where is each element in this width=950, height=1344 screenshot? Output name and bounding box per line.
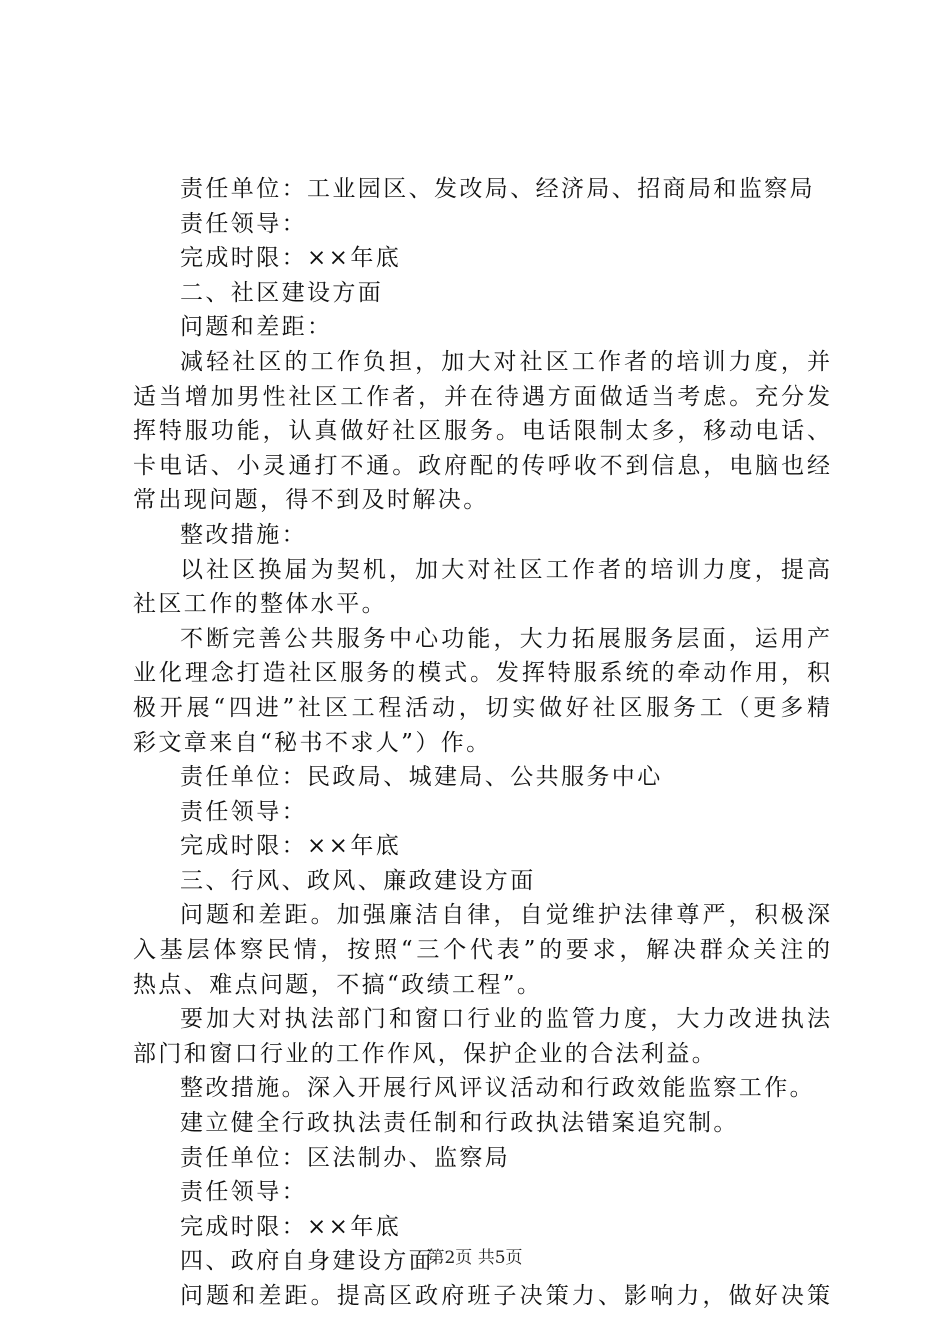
page-footer: 第2页 共5页 [427,1248,523,1268]
text-line: 责任单位：区法制办、监察局 [180,1144,511,1171]
text-line: 完成时限：××年底 [180,833,402,860]
text-line: 建立健全行政执法责任制和行政执法错案追究制。 [180,1110,739,1137]
text-line: 业化理念打造社区服务的模式。发挥特服系统的牵动作用，积 [133,660,830,687]
text-line: 入基层体察民情，按照“三个代表”的要求，解决群众关注的 [133,937,830,964]
text-line: 三、行风、政风、廉政建设方面 [180,867,536,894]
text-line: 整改措施： [180,521,307,548]
text-line: 挥特服功能，认真做好社区服务。电话限制太多，移动电话、 [133,418,830,445]
text-line: 完成时限：××年底 [180,1213,402,1240]
text-line: 要加大对执法部门和窗口行业的监管力度，大力改进执法 [180,1006,830,1033]
text-line: 责任领导： [180,798,307,825]
text-line: 彩文章来自“秘书不求人”）作。 [133,729,492,756]
text-line: 极开展“四进”社区工程活动，切实做好社区服务工（更多精 [133,694,830,721]
text-line: 社区工作的整体水平。 [133,591,387,618]
text-line: 减轻社区的工作负担，加大对社区工作者的培训力度，并 [180,348,830,375]
text-line: 责任单位：民政局、城建局、公共服务中心 [180,764,663,791]
text-line: 部门和窗口行业的工作作风，保护企业的合法利益。 [133,1040,718,1067]
text-line: 常出现问题，得不到及时解决。 [133,487,489,514]
document-body [0,172,950,1314]
text-line: 二、社区建设方面 [180,279,384,306]
text-line: 责任领导： [180,1179,307,1206]
text-line: 问题和差距： [180,314,333,341]
text-line: 完成时限：××年底 [180,245,402,272]
text-line: 问题和差距。提高区政府班子决策力、影响力，做好决策 [180,1283,830,1309]
text-line: 整改措施。深入开展行风评议活动和行政效能监察工作。 [180,1075,815,1102]
text-line: 责任单位：工业园区、发改局、经济局、招商局和监察局 [180,176,815,202]
text-line: 责任领导： [180,210,307,237]
text-line: 适当增加男性社区工作者，并在待遇方面做适当考虑。充分发 [133,383,830,410]
text-line: 热点、难点问题，不搞“政绩工程”。 [133,971,543,998]
text-line: 卡电话、小灵通打不通。政府配的传呼收不到信息，电脑也经 [133,452,830,479]
text-line: 不断完善公共服务中心功能，大力拓展服务层面，运用产 [180,625,830,652]
text-line: 以社区换届为契机，加大对社区工作者的培训力度，提高 [180,556,830,583]
text-line: 问题和差距。加强廉洁自律，自觉维护法律尊严，积极深 [180,902,830,929]
text-line: 四、政府自身建设方面 [180,1248,434,1275]
